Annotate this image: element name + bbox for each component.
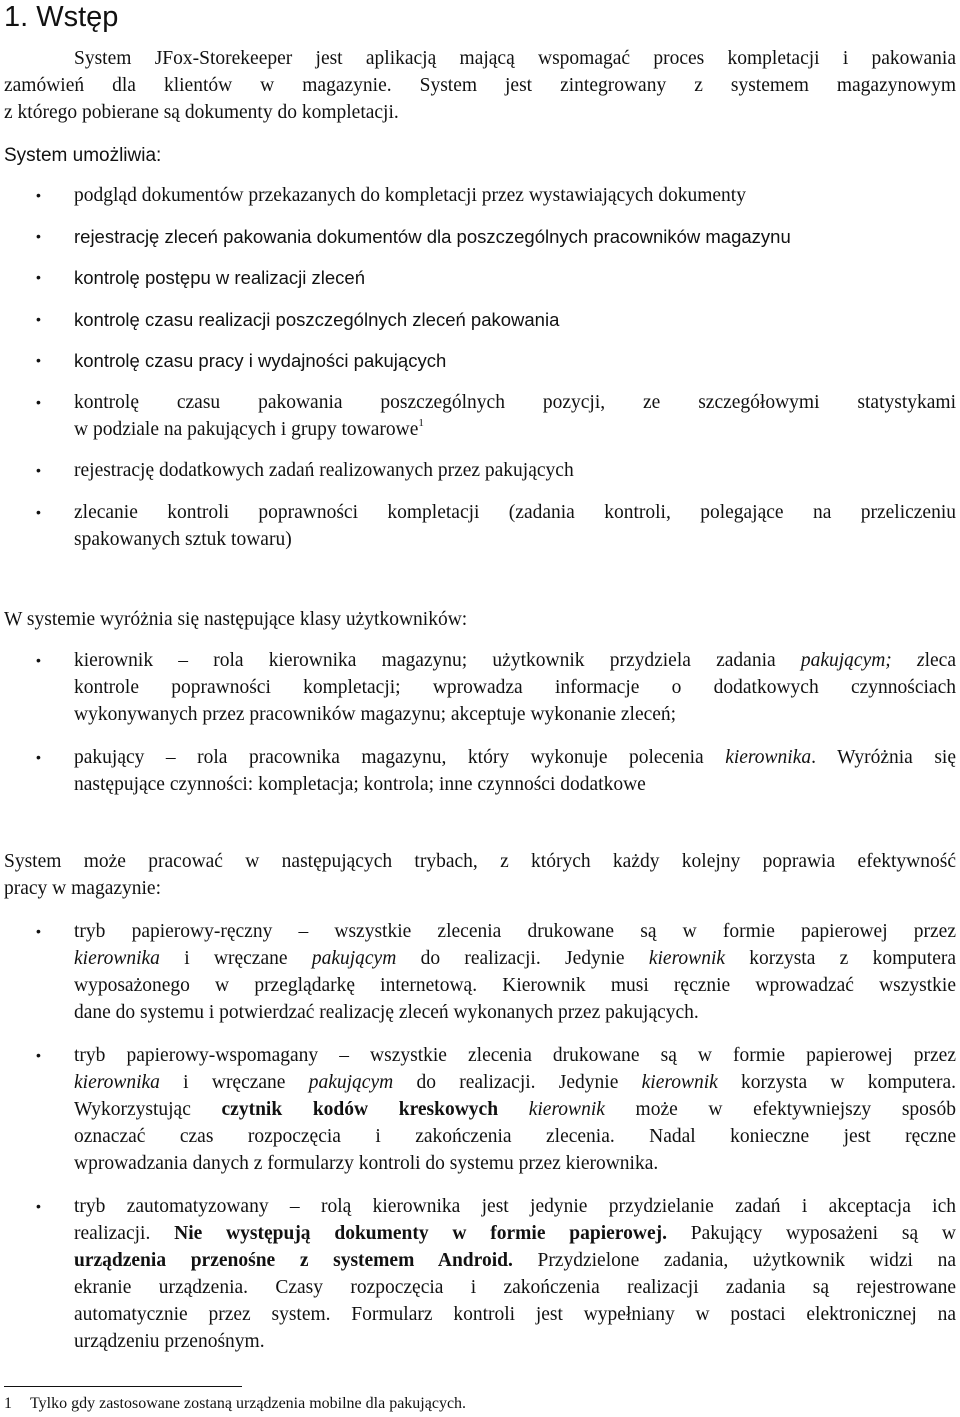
footnote-ref: 1 <box>418 416 424 429</box>
bullet-icon: • <box>36 394 41 410</box>
intro-paragraph <box>4 45 956 126</box>
bullet-icon: • <box>36 652 41 668</box>
intro-line-1: System JFox-Storekeeper jest aplikacją mającą wspomagać proces kompletacji i pakowania <box>74 48 956 69</box>
list-item: kontrolę postępu w realizacji zleceń <box>74 267 366 288</box>
list-item: kontrolę czasu realizacji poszczególnych zleceń pakowania <box>74 309 560 330</box>
list-item: rejestrację zleceń pakowania dokumentów dla poszczególnych pracowników magazynu <box>74 226 791 247</box>
footnote-text: Tylko gdy zastosowane zostaną urządzenia mobilne dla pakujących. <box>30 1395 467 1412</box>
list-item-mode-automated: tryb zautomatyzowany – rolą kierownika jest jedynie przydzielanie zadań i akceptacja ich realizacji. Nie występują dokumenty w formie papierowej. Pakujący wyposażeni są w urządzenia przenośne z systemem Android. Przydzielone zadania, użytkownik widzi na ekranie urządzenia. Czasy rozpoczęcia i zakończenia realizacji zadania są rejestrowane automatycznie przez system. Formularz kontroli jest wypełniany w postaci elektronicznej na urządzeniu przenośnym. <box>74 1196 956 1352</box>
footnote-divider <box>4 1386 242 1387</box>
list-item-mode-paper-manual: tryb papierowy-ręczny – wszystkie zlecenia drukowane są w formie papierowej przez kierownika i wręczane pakującym do realizacji. Jedynie kierownik korzysta z komputera wyposażonego w przeglądarkę internetową. Kierownik musi ręcznie wprowadzać wszystkie dane do systemu i potwierdzać realizację zleceń wykonanych przez pakujących. <box>74 921 956 1023</box>
intro-line-2: zamówień dla klientów w magazynie. System jest zintegrowany z systemem magazynowym <box>4 75 956 96</box>
list-item: kontrolę czasu pakowania poszczególnych pozycji, ze szczegółowymi statystykami w podziale na pakujących i grupy towarowe$^1$ <box>74 392 956 440</box>
bullet-icon: • <box>36 923 41 939</box>
bullet-icon: • <box>36 1047 41 1063</box>
list-item: podgląd dokumentów przekazanych do kompletacji przez wystawiających dokumenty <box>74 185 746 206</box>
page-title: 1. Wstęp <box>4 1 119 33</box>
bullet-icon: • <box>36 462 41 478</box>
footnote-number: 1 <box>4 1395 12 1412</box>
bullet-icon: • <box>36 504 41 520</box>
features-title: System umożliwia: <box>4 145 162 166</box>
bullet-icon: • <box>36 352 41 368</box>
users-title: W systemie wyróżnia się następujące klasy użytkowników: <box>4 609 468 630</box>
bullet-icon: • <box>36 311 41 327</box>
list-item: rejestrację dodatkowych zadań realizowanych przez pakujących <box>74 460 574 481</box>
bullet-icon: • <box>36 749 41 765</box>
list-item: zlecanie kontroli poprawności kompletacji (zadania kontroli, polegające na przeliczeniu spakowanych sztuk towaru) <box>74 502 956 550</box>
list-item-pakujacy: pakujący – rola pracownika magazynu, który wykonuje polecenia kierownika. Wyróżnia się następujące czynności: kompletacja; kontrola; inne czynności dodatkowe <box>74 747 956 795</box>
intro-line-3: z którego pobierane są dokumenty do kompletacji. <box>4 102 399 123</box>
modes-title: System może pracować w następujących trybach, z których każdy kolejny poprawia efektywność pracy w magazynie: <box>4 851 956 899</box>
bullet-icon: • <box>36 269 41 285</box>
bullet-icon: • <box>36 187 41 203</box>
bullet-icon: • <box>36 228 41 244</box>
bullet-icon: • <box>36 1198 41 1214</box>
footnote <box>4 1393 466 1415</box>
list-item-kierownik: kierownik – rola kierownika magazynu; użytkownik przydziela zadania pakującym; zleca kontrole poprawności kompletacji; wprowadza informacje o dodatkowych czynnościach wykonywanych przez pracowników magazynu; akceptuje wykonanie zleceń; <box>74 650 956 725</box>
list-item: kontrolę czasu pracy i wydajności pakujących <box>74 350 447 371</box>
list-item-mode-paper-assisted: tryb papierowy-wspomagany – wszystkie zlecenia drukowane są w formie papierowej przez kierownika i wręczane pakującym do realizacji. Jedynie kierownik korzysta w komputera. Wykorzystując czytnik kodów kreskowych kierownik może w efektywniejszy sposób oznaczać czas rozpoczęcia i zakończenia zlecenia. Nadal konieczne jest ręczne wprowadzania danych z formularzy kontroli do systemu przez kierownika. <box>74 1045 956 1174</box>
